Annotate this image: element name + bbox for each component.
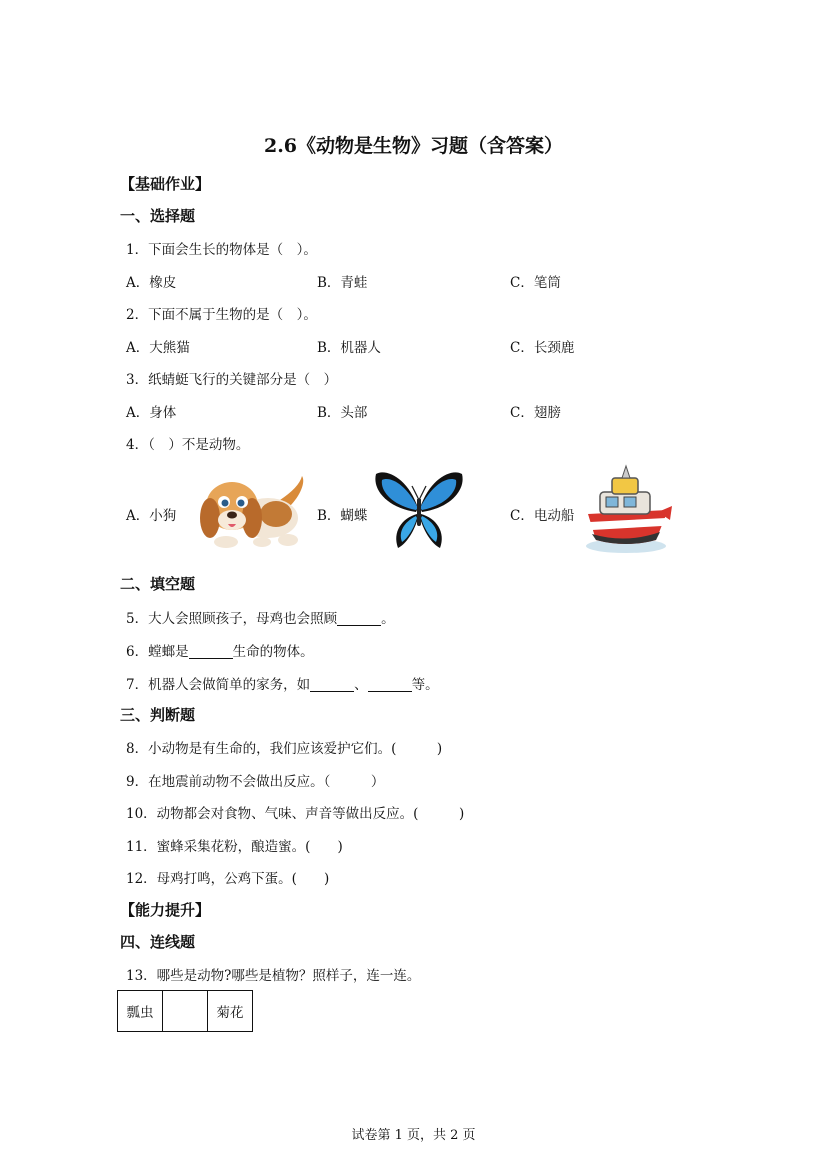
cell-ladybug: 瓢虫 [118, 991, 163, 1032]
cell-empty [163, 991, 208, 1032]
section-basic: 【基础作业】 [120, 175, 211, 193]
question-3: 3．纸蜻蜓飞行的关键部分是（ ） [126, 372, 338, 388]
page-title: 2.6《动物是生物》习题（含答案） [263, 135, 564, 157]
q7-blank-2 [368, 677, 412, 692]
q2-option-a: A．大熊猫 [126, 340, 190, 356]
section-judge: 三、判断题 [120, 706, 196, 724]
butterfly-picture [372, 468, 466, 554]
q6-end: 生命的物体。 [232, 644, 314, 660]
q7-text: 7．机器人会做简单的家务，如 [126, 677, 311, 693]
section-choice: 一、选择题 [120, 207, 196, 225]
q1-option-c: C．笔筒 [510, 275, 561, 291]
question-13: 13．哪些是动物?哪些是植物？照样子，连一连。 [126, 968, 421, 984]
question-6 [126, 640, 314, 660]
question-9: 9．在地震前动物不会做出反应。（ ） [126, 774, 385, 790]
section-advanced: 【能力提升】 [120, 901, 211, 919]
q7-blank-1 [310, 677, 354, 692]
question-2: 2．下面不属于生物的是（ ）。 [126, 307, 317, 323]
q2-option-b: B．机器人 [317, 340, 381, 356]
section-link: 四、连线题 [120, 933, 196, 951]
question-8: 8．小动物是有生命的，我们应该爱护它们。( ) [126, 741, 443, 757]
q4-option-b: B．蝴蝶 [317, 508, 368, 524]
question-7 [126, 673, 439, 693]
boat-picture [582, 464, 678, 556]
question-4: 4．（ ）不是动物。 [126, 437, 250, 453]
q5-text: 5．大人会照顾孩子，母鸡也会照顾 [126, 611, 338, 627]
cell-chrysanthemum: 菊花 [208, 991, 253, 1032]
question-5 [126, 607, 395, 627]
q3-option-a: A．身体 [126, 405, 177, 421]
q3-option-b: B．头部 [317, 405, 368, 421]
question-11: 11．蜜蜂采集花粉，酿造蜜。( ) [126, 839, 343, 855]
q1-option-b: B．青蛙 [317, 275, 368, 291]
page-footer: 试卷第 1 页，共 2 页 [351, 1128, 476, 1143]
q7-end: 等。 [411, 677, 439, 693]
question-1: 1．下面会生长的物体是（ ）。 [126, 242, 317, 258]
q1-option-a: A．橡皮 [126, 275, 177, 291]
q2-option-c: C．长颈鹿 [510, 340, 575, 356]
q6-text: 6．螳螂是 [126, 644, 189, 660]
question-12: 12．母鸡打鸣，公鸡下蛋。( ) [126, 871, 330, 887]
section-fill: 二、填空题 [120, 575, 196, 593]
q3-option-c: C．翅膀 [510, 405, 561, 421]
q7-separator: 、 [354, 677, 368, 693]
dog-picture [192, 470, 310, 554]
q5-blank [337, 611, 381, 626]
question-10: 10．动物都会对食物、气味、声音等做出反应。( ) [126, 806, 465, 822]
q5-end: 。 [381, 611, 395, 627]
q4-option-a: A．小狗 [126, 508, 177, 524]
q4-option-c: C．电动船 [510, 508, 575, 524]
matching-table [117, 990, 253, 1032]
q6-blank [189, 644, 233, 659]
